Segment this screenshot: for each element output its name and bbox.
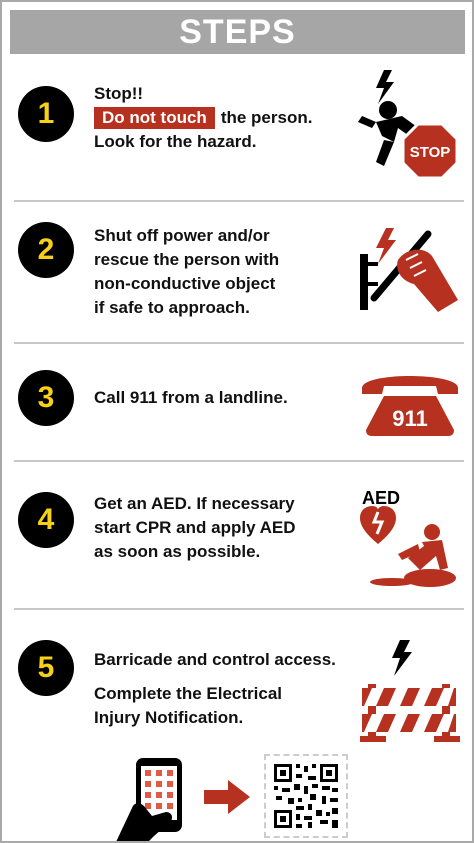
step-2-text <box>94 224 354 320</box>
insulated-tool-hand-icon <box>354 224 464 316</box>
landline-phone-icon <box>358 366 462 436</box>
smartphone-hand-icon <box>114 756 194 842</box>
step-3-number: 3 <box>18 370 74 426</box>
step-5-number: 5 <box>18 640 74 696</box>
step-5-line-3: Injury Notification. <box>94 708 244 727</box>
electrocution-stop-icon <box>354 66 464 184</box>
step-4-line-2: start CPR and apply AED <box>94 518 296 537</box>
divider-4 <box>14 608 464 610</box>
divider-3 <box>14 460 464 462</box>
stop-sign-text: STOP <box>409 144 451 161</box>
step-2-line-1: Shut off power and/or <box>94 226 270 245</box>
step-5-line-2: Complete the Electrical <box>94 684 283 703</box>
qr-code-frame <box>264 754 348 838</box>
qr-code-icon <box>266 756 346 836</box>
step-1-line-3: Look for the hazard. <box>94 132 257 151</box>
step-1-line-1: Stop!! <box>94 84 144 103</box>
step-3-text <box>94 386 354 410</box>
step-1-text <box>94 82 354 154</box>
step-2-line-3: non-conductive object <box>94 274 276 293</box>
step-4-number: 4 <box>18 492 74 548</box>
arrow-right-icon <box>204 780 250 814</box>
phone-911-text: 911 <box>392 406 428 431</box>
barricade-lightning-icon <box>358 636 462 746</box>
step-5-line-1: Barricade and control access. <box>94 650 336 669</box>
step-1-line-2 <box>94 106 354 130</box>
step-2-line-4: if safe to approach. <box>94 298 250 317</box>
divider-2 <box>14 342 464 344</box>
cpr-aed-icon <box>358 484 462 588</box>
step-1-line-2-rest: the person. <box>220 108 313 127</box>
step-4-line-3: as soon as possible. <box>94 542 261 561</box>
header-title: STEPS <box>10 10 465 54</box>
step-4-text <box>94 492 354 564</box>
step-4-line-1: Get an AED. If necessary <box>94 494 295 513</box>
aed-label: AED <box>362 488 401 508</box>
step-5-text <box>94 648 354 730</box>
step-3-line-1: Call 911 from a landline. <box>94 388 288 407</box>
step-2-line-2: rescue the person with <box>94 250 280 269</box>
divider-1 <box>14 200 464 202</box>
do-not-touch-highlight: Do not touch <box>94 107 215 129</box>
step-2-number: 2 <box>18 222 74 278</box>
step-1-number: 1 <box>18 86 74 142</box>
